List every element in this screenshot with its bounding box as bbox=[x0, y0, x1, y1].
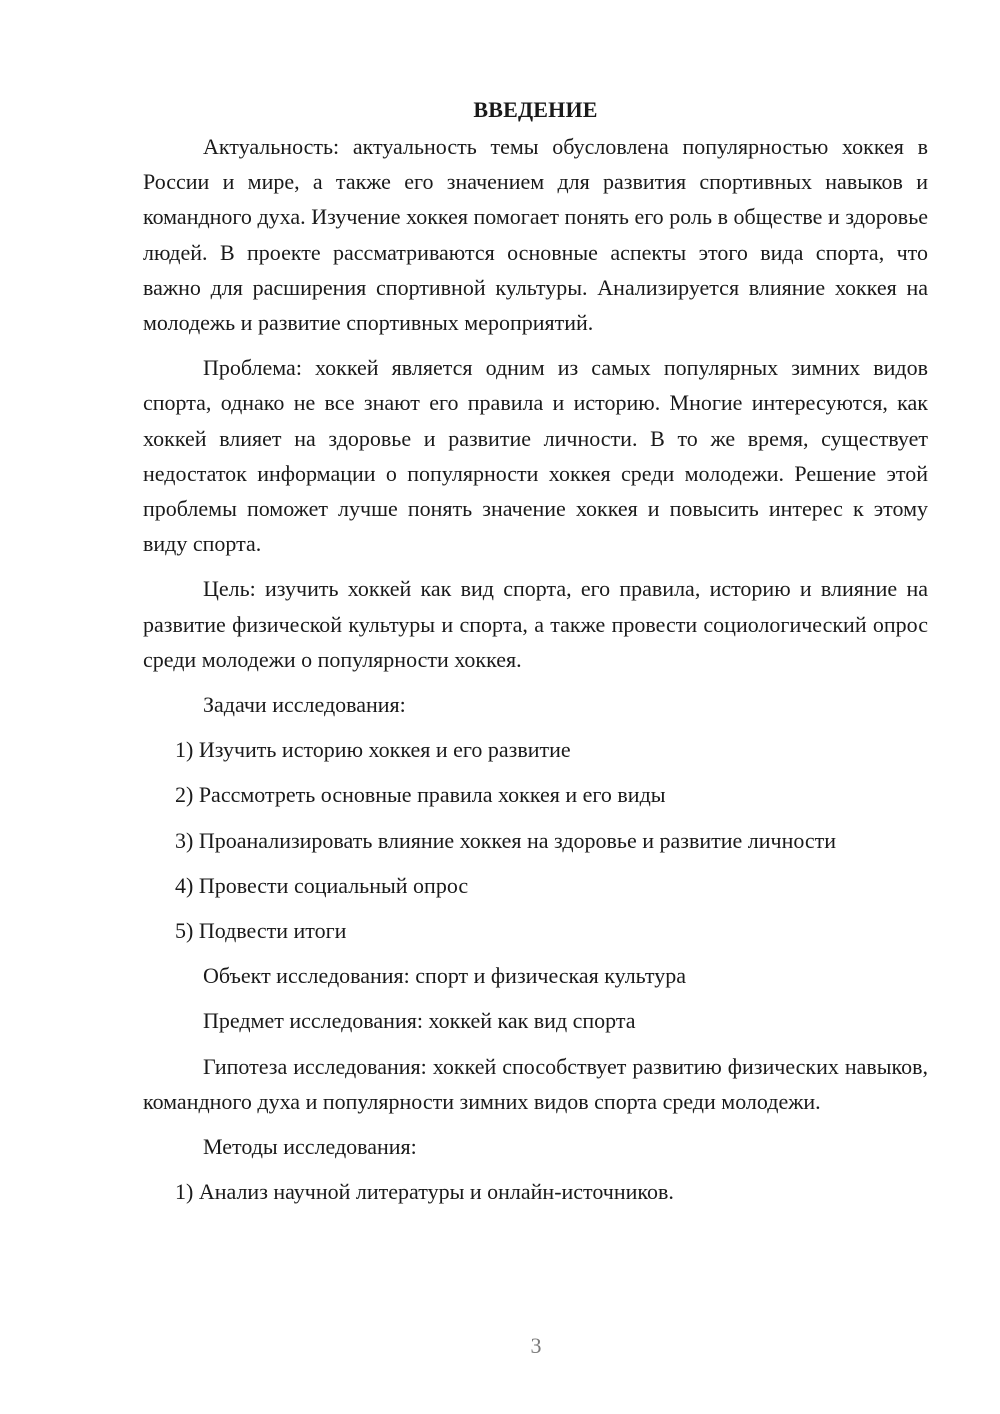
hypothesis-paragraph: Гипотеза исследования: хоккей способствует развитию физических навыков, командного духа и популярности зимних видов спорта среди молодежи. bbox=[143, 1053, 928, 1114]
relevance-paragraph: Актуальность: актуальность темы обусловлена популярностью хоккея в России и мире, а также его значением для развития спортивных навыков и командного духа. Изучение хоккея помогает понять его роль в обществе и здоровье людей. В проекте рассматриваются основные аспекты этого вида спорта, что важно для расширения спортивной культуры. Анализируется влияние хоккея на молодежь и развитие спортивных мероприятий. bbox=[143, 134, 928, 336]
task-item-2: 2) Рассмотреть основные правила хоккея и его виды bbox=[175, 782, 666, 808]
task-item-3: 3) Проанализировать влияние хоккея на здоровье и развитие личности bbox=[175, 827, 837, 853]
page-title: ВВЕДЕНИЕ bbox=[473, 97, 598, 122]
goal-paragraph: Цель: изучить хоккей как вид спорта, его правила, историю и влияние на развитие физической культуры и спорта, а также провести социологический опрос среди молодежи о популярности хоккея. bbox=[143, 576, 928, 672]
methods-heading: Методы исследования: bbox=[203, 1134, 417, 1160]
research-object: Объект исследования: спорт и физическая культура bbox=[203, 963, 686, 989]
task-item-5: 5) Подвести итоги bbox=[175, 918, 347, 944]
problem-paragraph: Проблема: хоккей является одним из самых популярных зимних видов спорта, однако не все знают его правила и историю. Многие интересуются, как хоккей влияет на здоровье и развитие личности. В то же время, существует недостаток информации о популярности хоккея среди молодежи. Решение этой проблемы поможет лучше понять значение хоккея и повысить интерес к этому виду спорта. bbox=[143, 355, 928, 557]
research-subject: Предмет исследования: хоккей как вид спорта bbox=[203, 1008, 636, 1034]
task-item-4: 4) Провести социальный опрос bbox=[175, 872, 469, 898]
task-item-1: 1) Изучить историю хоккея и его развитие bbox=[175, 737, 571, 763]
tasks-heading: Задачи исследования: bbox=[203, 692, 406, 718]
page-number: 3 bbox=[530, 1333, 542, 1358]
method-item-1: 1) Анализ научной литературы и онлайн-источников. bbox=[175, 1179, 674, 1205]
page-content bbox=[143, 92, 928, 1209]
